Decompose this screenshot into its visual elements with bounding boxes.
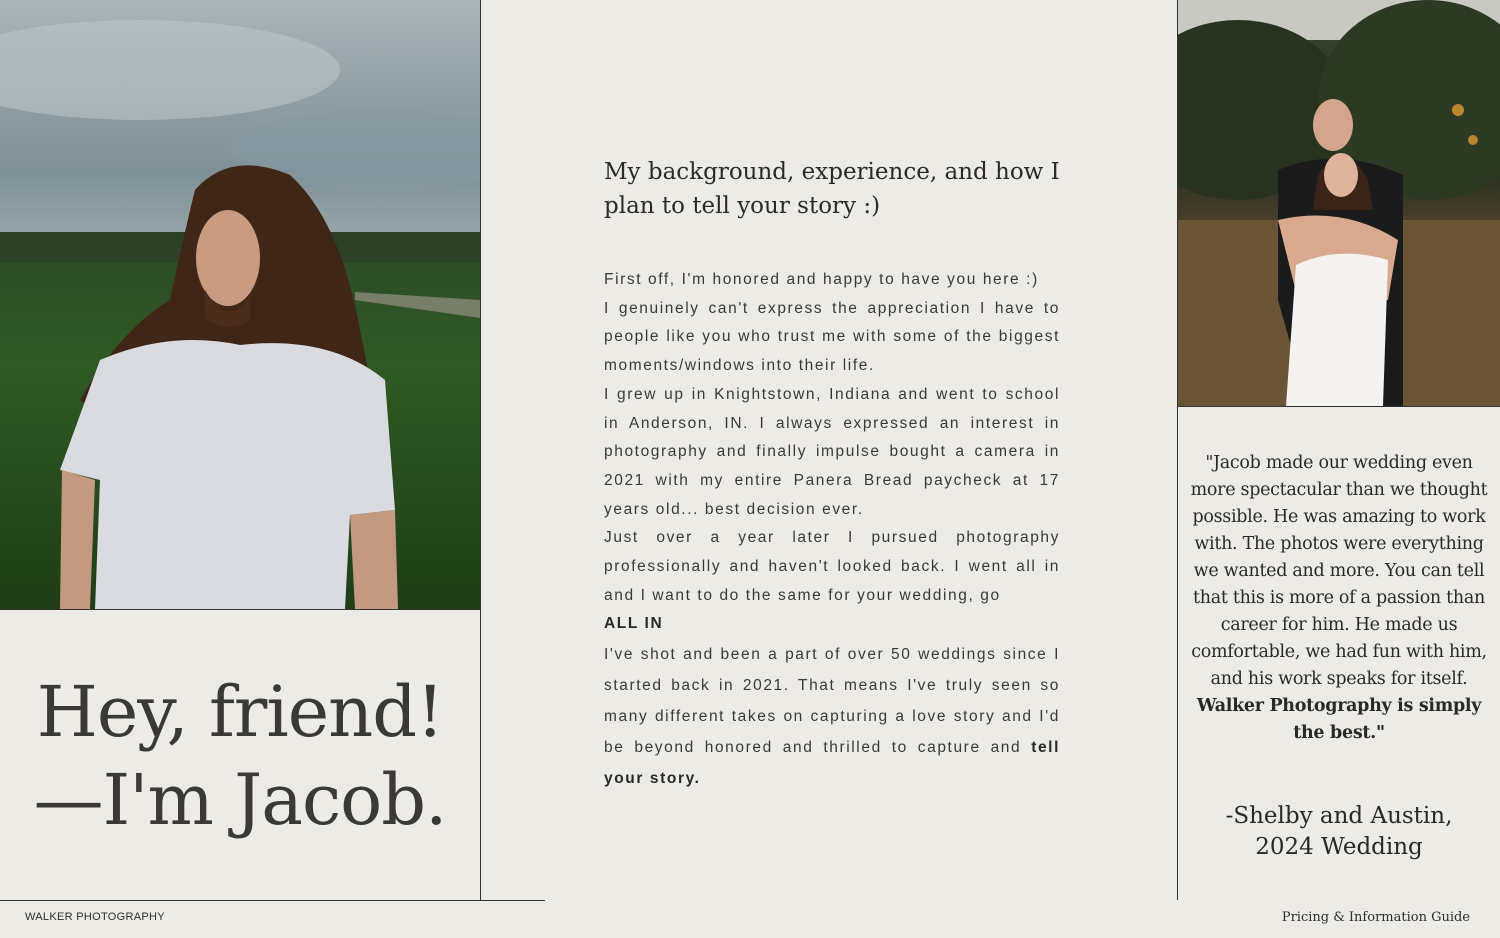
testimonial-author: -Shelby and Austin, 2024 Wedding [1225,803,1453,860]
testimonial-emphasis: Walker Photography is simply the best." [1196,696,1482,743]
bio-paragraph: I grew up in Knightstown, Indiana and went to school in Anderson, IN. I always expressed an interest in photography and finally impulse bought a camera in 2021 with my entire Panera Bread paycheck at 17 years old... best decision ever. [604,385,1060,518]
bio-paragraph: First off, I'm honored and happy to have you here :) [604,271,1039,288]
footer-brand: WALKER PHOTOGRAPHY [25,911,165,923]
footer-guide-title: Pricing & Information Guide [1281,910,1470,925]
photo-bottom-line-right [1177,406,1500,407]
greeting-title [0,668,480,844]
footer-line [0,900,545,901]
photo-bottom-line-left [0,609,480,610]
all-in-emphasis: ALL IN [604,615,664,633]
bio-paragraph-final: I've shot and been a part of over 50 weddings since I started back in 2021. That means I've truly seen so many different takes on capturing a love story and I'd be beyond honored and thrilled to capture and tell your story. [604,646,1060,788]
greeting-line-2: —I'm Jacob. [33,759,447,841]
bio-text [604,266,1060,794]
wedding-couple-photo [1178,0,1500,406]
tell-your-story-emphasis: tell your story. [604,739,1060,788]
greeting-line-1: Hey, friend! [36,671,444,753]
bio-paragraph: I genuinely can't express the appreciation I have to people like you who trust me with some of the biggest moments/windows into their life. [604,299,1060,375]
section-heading: My background, experience, and how I plan to tell your story :) [604,159,1060,219]
portrait-photo [0,0,480,609]
testimonial-quote: "Jacob made our wedding even more spectacular than we thought possible. He was amazing to work with. The photos were everything we wanted and more. You can tell that this is more of a passion than career for him. He made us comfortable, we had fun with him, and his work speaks for itself. Walker Photography is simply the best." [1190,453,1488,743]
divider-left [480,0,481,900]
bio-paragraph: Just over a year later I pursued photography professionally and haven't looked back. I went all in and I want to do the same for your wedding, go [604,529,1060,604]
divider-right [1177,0,1178,900]
